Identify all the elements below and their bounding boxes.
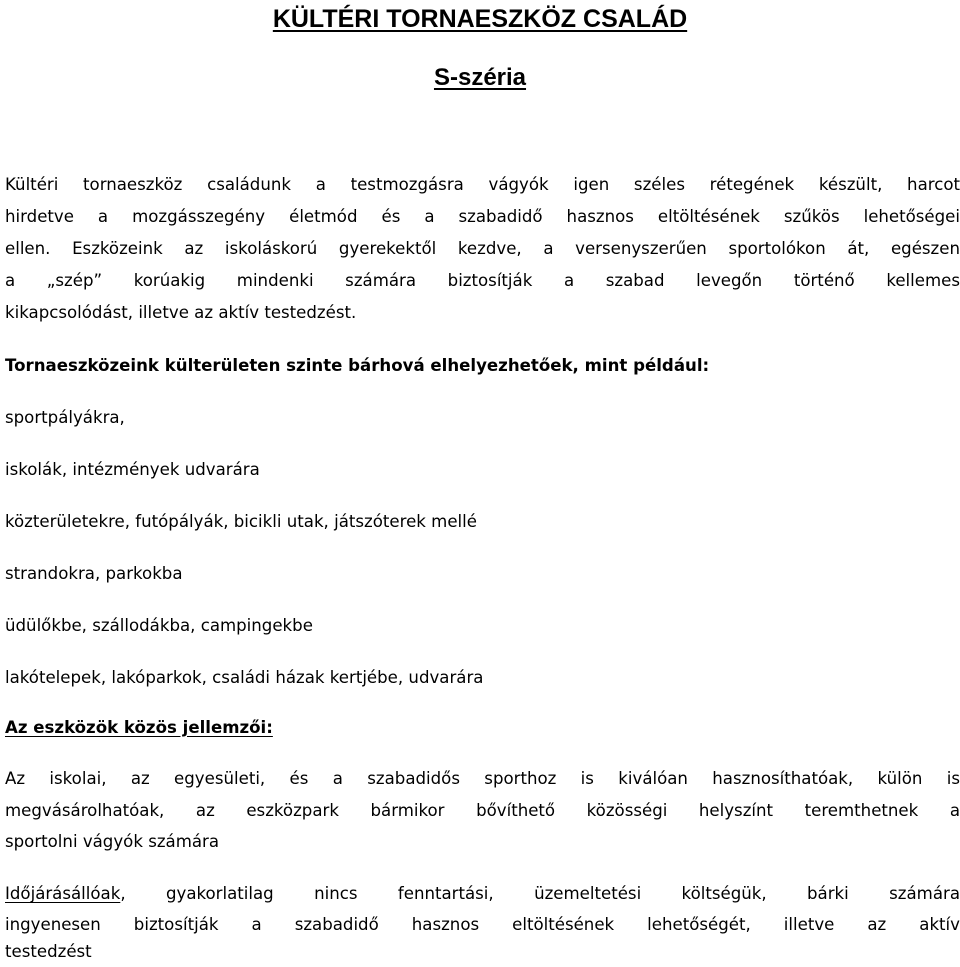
- feature2-keyword: Időjárásállóak: [5, 884, 121, 903]
- feature2-line-3: testedzést: [5, 942, 92, 961]
- intro-line-5: kikapcsolódást, illetve az aktív testedzést.: [5, 303, 357, 322]
- feature1-line-1: Az iskolai, az egyesületi, és a szabadidős sporthoz is kiválóan hasznosíthatóak, külön is: [5, 769, 960, 788]
- feature1-line-3: sportolni vágyók számára: [5, 832, 220, 851]
- location-item: iskolák, intézmények udvarára: [5, 460, 260, 479]
- locations-heading: Tornaeszközeink külterületen szinte bárhová elhelyezhetőek, mint például:: [5, 356, 710, 375]
- feature2-line-1-rest: , gyakorlatilag nincs fenntartási, üzemeltetési költségük, bárki számára: [120, 884, 960, 903]
- feature2-line-1: [5, 878, 960, 909]
- location-item: üdülőkbe, szállodákba, campingekbe: [5, 616, 313, 635]
- location-item: strandokra, parkokba: [5, 564, 183, 583]
- document-subtitle: S-széria: [433, 64, 527, 91]
- feature2-line-2: ingyenesen biztosítják a szabadidő hasznos eltöltésének lehetőségét, illetve az aktív: [5, 915, 960, 934]
- location-item: sportpályákra,: [5, 408, 125, 427]
- document-title: KÜLTÉRI TORNAESZKÖZ CSALÁD: [272, 5, 688, 33]
- intro-line-2: hirdetve a mozgásszegény életmód és a szabadidő hasznos eltöltésének szűkös lehetőségei: [5, 207, 960, 226]
- location-item: lakótelepek, lakóparkok, családi házak kertjébe, udvarára: [5, 668, 484, 687]
- location-item: közterületekre, futópályák, bicikli utak, játszóterek mellé: [5, 512, 477, 531]
- intro-line-3: ellen. Eszközeink az iskoláskorú gyerekektől kezdve, a versenyszerűen sportolókon át, egészen: [5, 239, 960, 258]
- feature1-line-2: megvásárolhatóak, az eszközpark bármikor bővíthető közösségi helyszínt teremthetnek a: [5, 801, 960, 820]
- intro-line-1: Kültéri tornaeszköz családunk a testmozgásra vágyók igen széles rétegének készült, harcot: [5, 175, 960, 194]
- intro-line-4: a „szép” korúakig mindenki számára biztosítják a szabad levegőn történő kellemes: [5, 271, 960, 290]
- features-heading: Az eszközök közös jellemzői:: [5, 718, 273, 737]
